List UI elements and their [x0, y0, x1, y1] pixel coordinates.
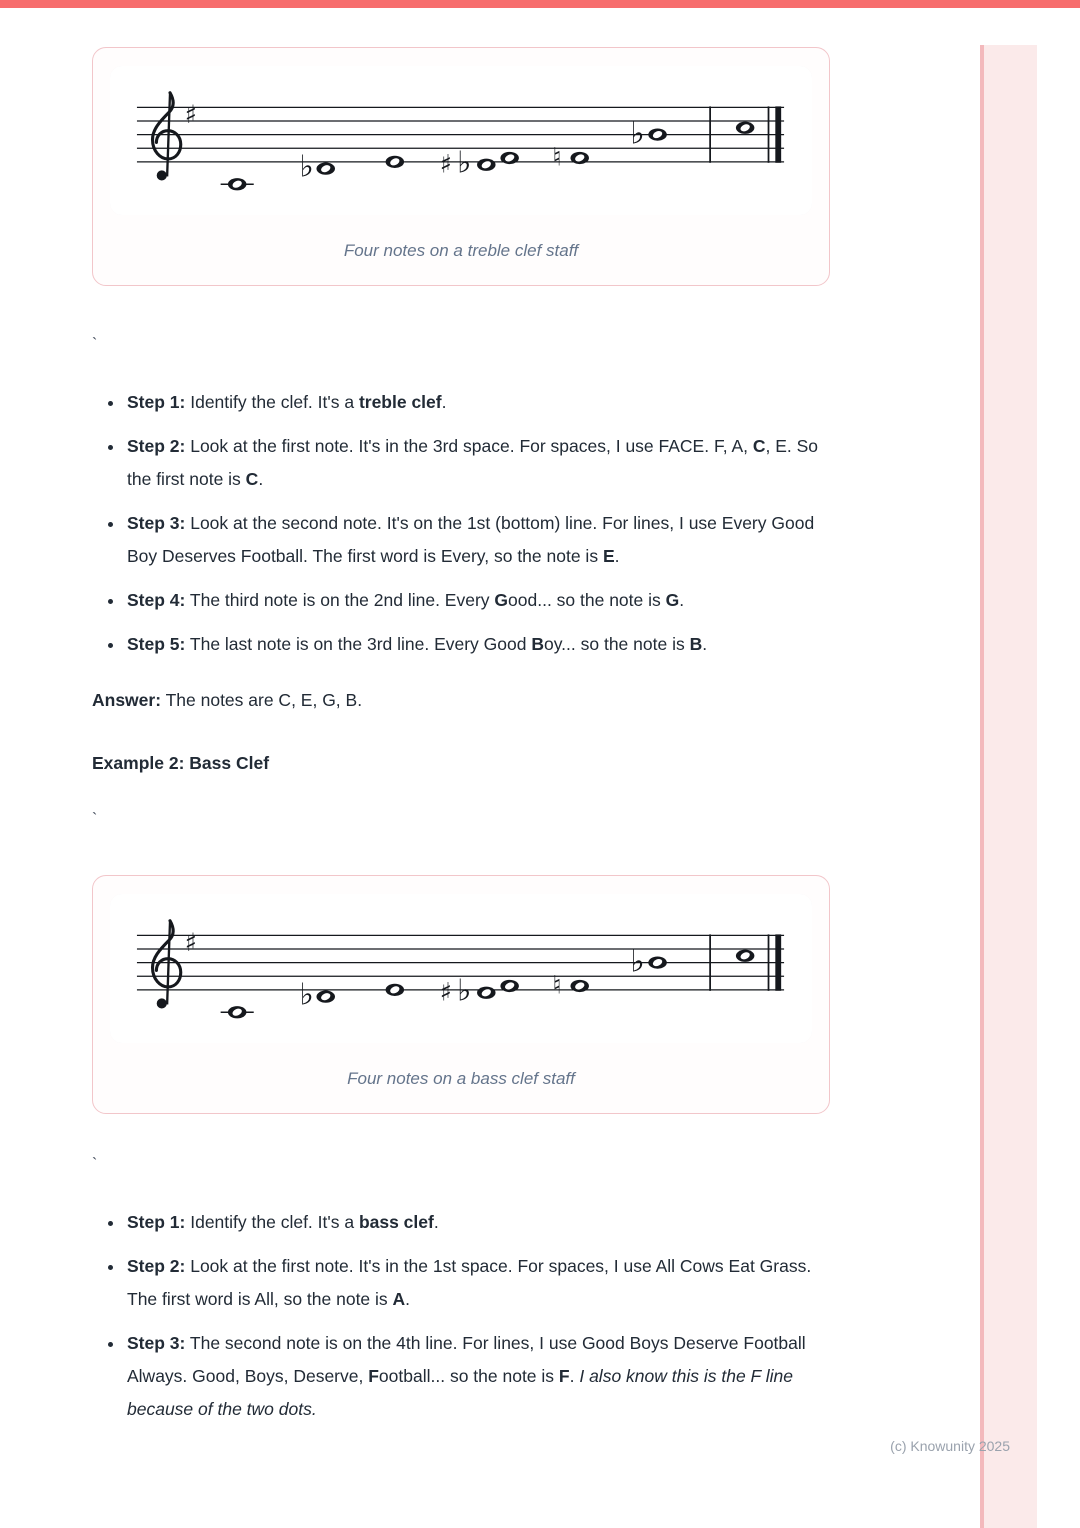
whole-note	[386, 156, 404, 168]
step-item: • Step 3: Look at the second note. It's on the 1st (bottom) line. For lines, I use Every Good Boy Deserves Football. The first word is Every, so the note is E.	[125, 507, 830, 573]
whole-note	[228, 178, 246, 190]
figure-caption: Four notes on a bass clef staff	[347, 1068, 575, 1088]
music-staff-image	[134, 84, 788, 199]
whole-note	[316, 163, 334, 175]
flat-icon: ♭	[630, 944, 645, 980]
sharp-icon: ♯	[439, 149, 452, 179]
whole-note	[316, 990, 334, 1002]
key-signature-sharp-icon: ♯	[184, 927, 197, 957]
treble-clef-icon	[153, 921, 181, 1009]
flat-icon: ♭	[299, 977, 314, 1013]
staff-image-box	[110, 66, 812, 215]
whole-note	[477, 159, 495, 171]
step-item: • Step 1: Identify the clef. It's a treble clef.	[125, 386, 830, 419]
natural-icon: ♮	[552, 970, 562, 1000]
figure-caption: Four notes on a treble clef staff	[343, 240, 579, 260]
flat-icon: ♭	[457, 145, 472, 181]
steps-list-example1	[92, 386, 830, 661]
natural-icon: ♮	[552, 142, 562, 172]
figure-card-treble	[92, 47, 830, 286]
whole-note	[228, 1006, 246, 1018]
whole-note	[570, 980, 588, 992]
whole-note	[648, 956, 666, 968]
final-bar-line	[775, 106, 781, 162]
whole-note	[570, 152, 588, 164]
figure-frame	[110, 894, 812, 1043]
flat-icon: ♭	[299, 149, 314, 185]
whole-note	[477, 986, 495, 998]
flat-icon: ♭	[457, 973, 472, 1009]
stray-backtick: `	[92, 335, 98, 353]
watermark: (c) Knowunity 2025	[890, 1438, 1010, 1454]
whole-note	[386, 984, 404, 996]
step-item: • Step 1: Identify the clef. It's a bass clef.	[125, 1206, 830, 1239]
step-item: • Step 2: Look at the first note. It's in the 3rd space. For spaces, I use FACE. F, A, C, E. So the first note is C.	[125, 430, 830, 496]
answer-text: Answer: The notes are C, E, G, B.	[92, 689, 363, 710]
step-item: • Step 2: Look at the first note. It's in the 1st space. For spaces, I use All Cows Eat Grass. The first word is All, so the note is A.	[125, 1250, 830, 1316]
document-body	[92, 47, 830, 1426]
figure-frame	[110, 66, 812, 215]
top-accent-bar	[0, 0, 1080, 8]
step-item: • Step 4: The third note is on the 2nd line. Every Good... so the note is G.	[125, 584, 830, 617]
staff-image-box	[110, 894, 812, 1043]
step-item: • Step 5: The last note is on the 3rd line. Every Good Boy... so the note is B.	[125, 628, 830, 661]
whole-note	[736, 122, 754, 134]
stray-backtick: `	[92, 810, 98, 828]
treble-clef-icon	[153, 93, 181, 181]
key-signature-sharp-icon: ♯	[184, 99, 197, 129]
whole-note	[500, 980, 518, 992]
flat-icon: ♭	[630, 116, 645, 152]
figure-card-bass	[92, 875, 830, 1114]
whole-note	[500, 152, 518, 164]
sharp-icon: ♯	[439, 977, 452, 1007]
stray-backtick: `	[92, 1155, 98, 1173]
right-accent-strip	[980, 45, 1037, 1528]
whole-note	[736, 949, 754, 961]
step-item: • Step 3: The second note is on the 4th line. For lines, I use Good Boys Deserve Football Always. Good, Boys, Deserve, Football... so the note is F. I also know this is the F line because of the two dots.	[125, 1327, 830, 1426]
final-bar-line	[775, 934, 781, 990]
whole-note	[648, 128, 666, 140]
steps-list-example2	[92, 1206, 830, 1426]
example2-heading: Example 2: Bass Clef	[92, 752, 270, 773]
music-staff-image	[134, 912, 788, 1027]
